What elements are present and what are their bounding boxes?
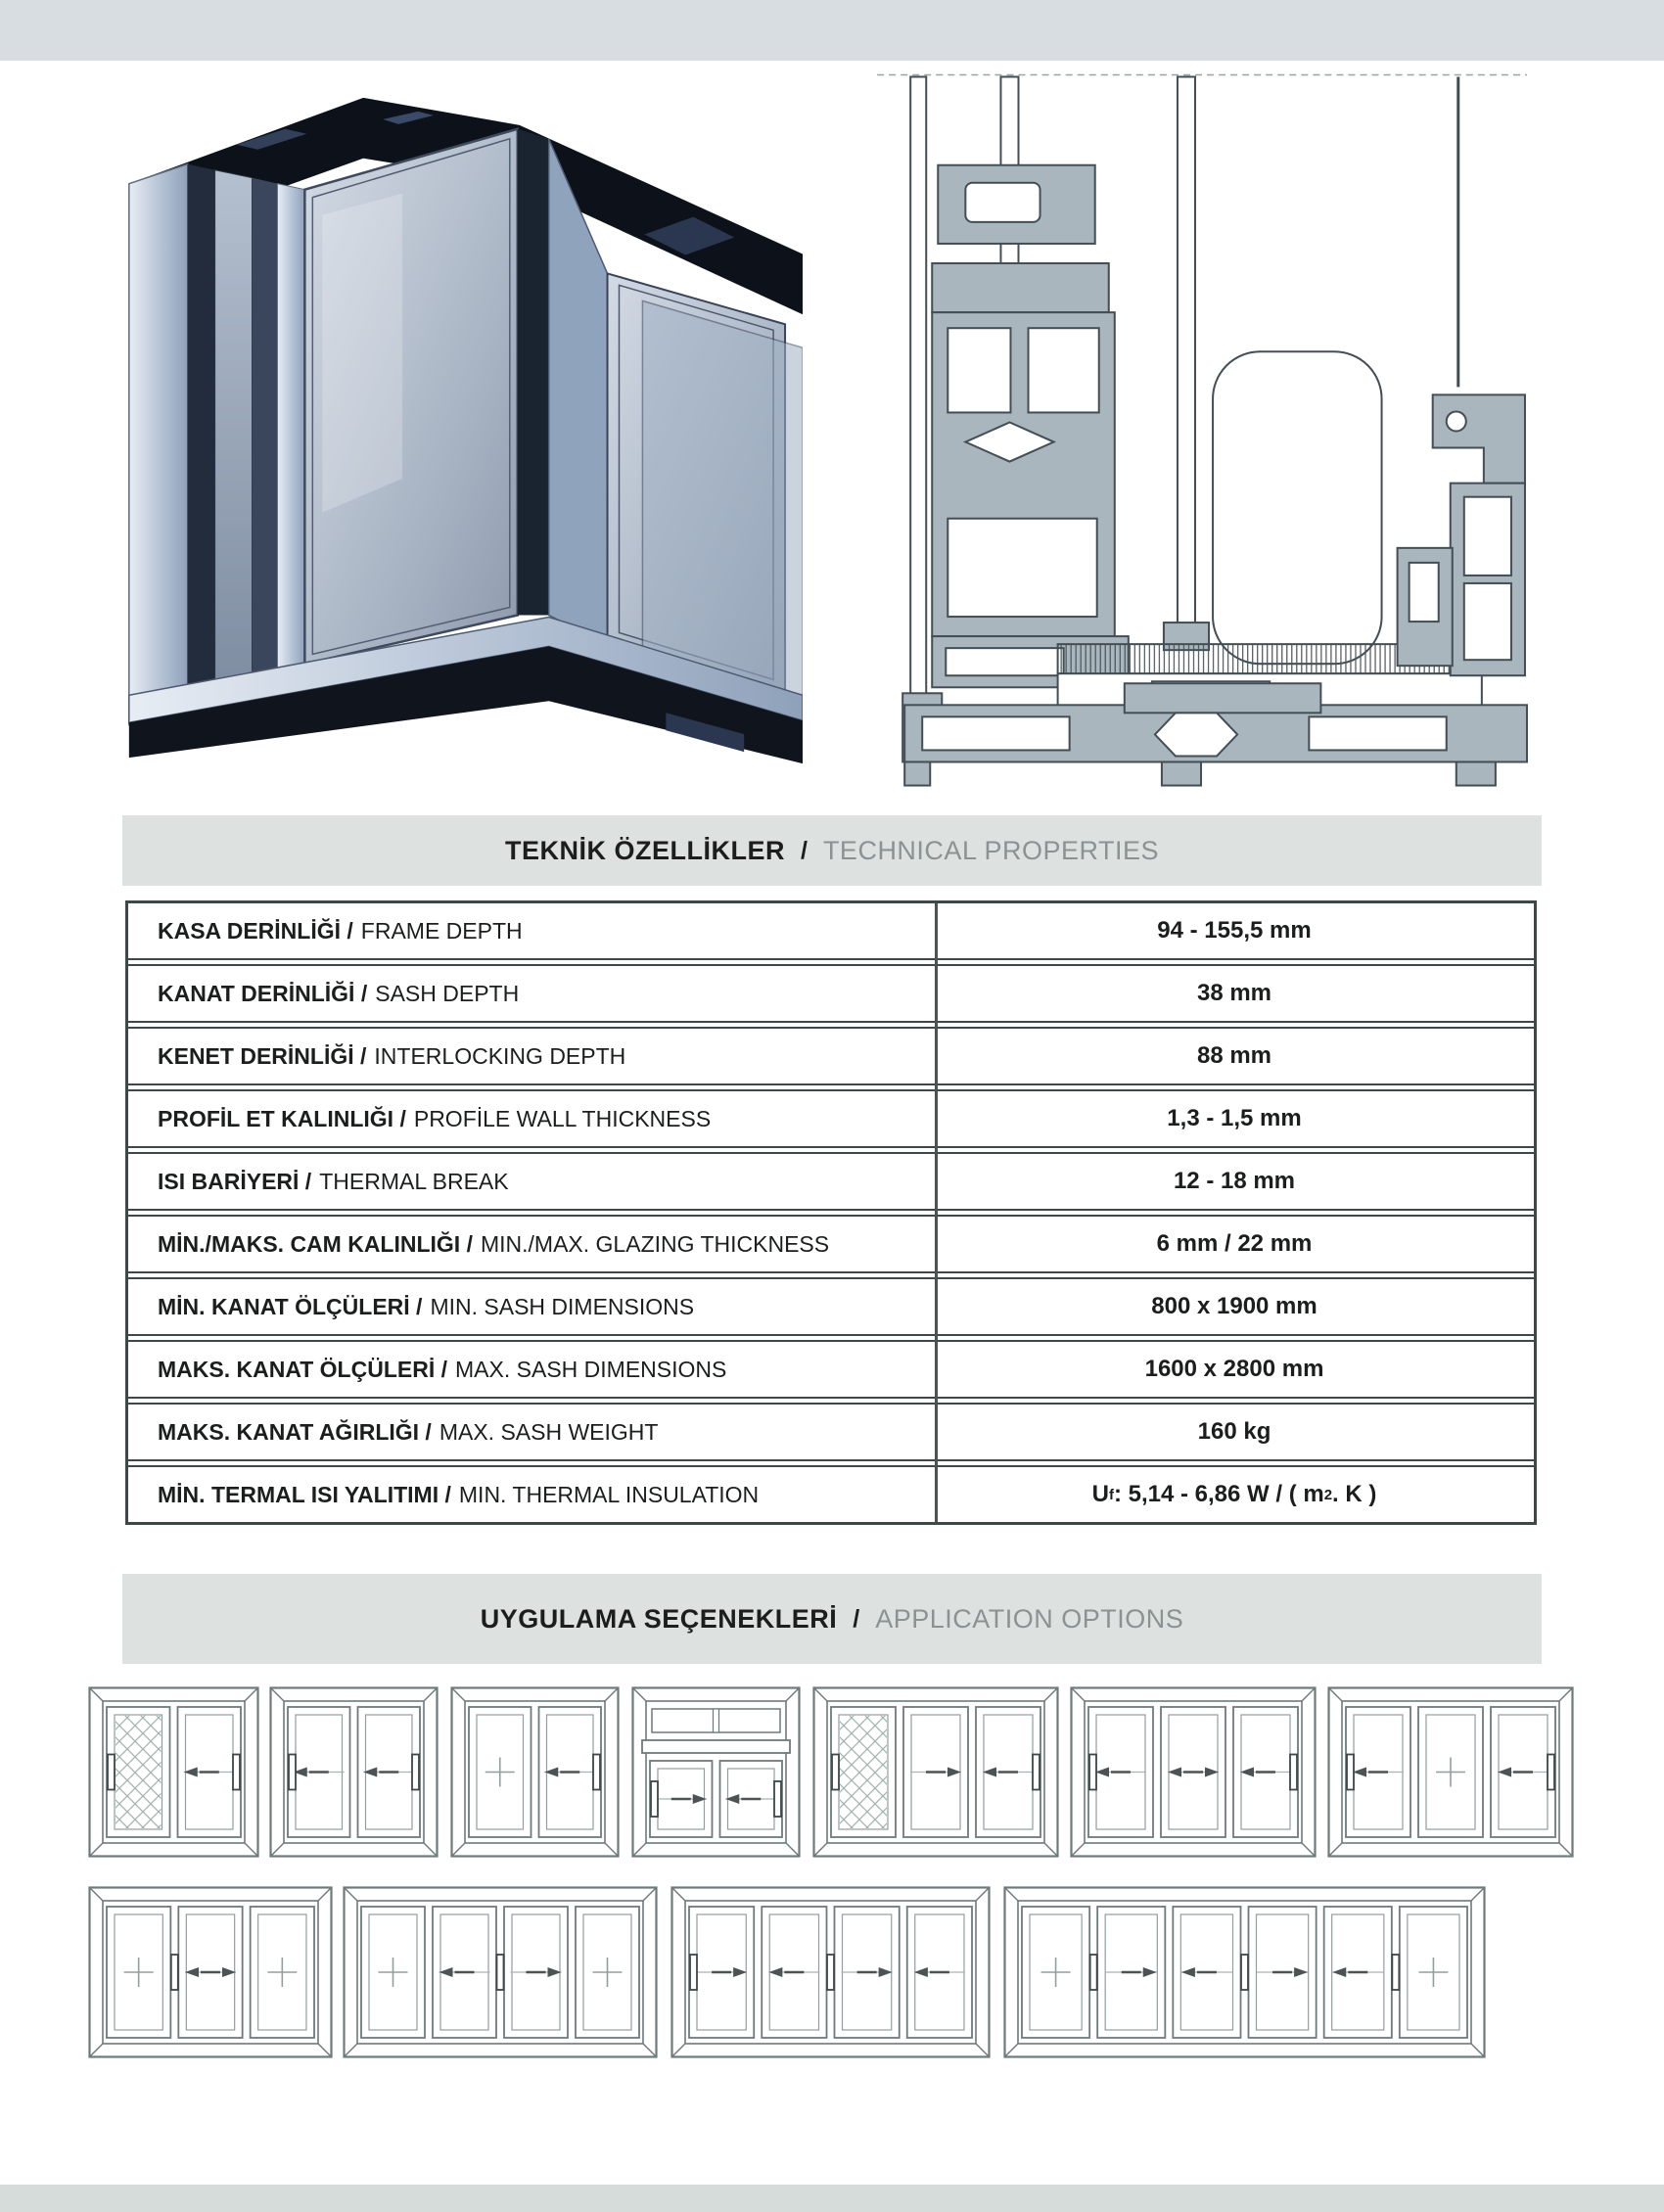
property-label: KANAT DERİNLİĞİ / SASH DEPTH [158,980,520,1006]
handle-mark [289,1755,296,1790]
property-label: MİN. KANAT ÖLÇÜLERİ / MIN. SASH DIMENSIONS [158,1293,695,1319]
property-label: KENET DERİNLİĞİ / INTERLOCKING DEPTH [158,1042,626,1069]
row-separator [128,1021,1534,1029]
row-separator [128,1397,1534,1405]
handle-mark [690,1955,697,1990]
property-value: 6 mm / 22 mm [1156,1230,1313,1257]
property-value: 88 mm [1196,1042,1272,1069]
handle-mark [1241,1955,1248,1990]
handle-mark [1089,1755,1096,1790]
handle-mark [171,1955,178,1990]
property-value: 160 kg [1197,1418,1271,1445]
property-value: 12 - 18 mm [1173,1168,1296,1194]
handle-mark [108,1755,115,1790]
property-label: KASA DERİNLİĞİ / FRAME DEPTH [158,917,523,944]
table-row [128,1279,1534,1334]
window-configuration-four-panel-all-slide [670,1886,991,2058]
handle-mark [651,1781,658,1817]
property-label: MAKS. KANAT ÖLÇÜLERİ / MAX. SASH DIMENSIONS [158,1356,727,1382]
left-frame-profile-shape [129,164,305,724]
window-configuration-three-panel-triple-slide [1070,1686,1317,1858]
center-glass-pane-shape [304,129,607,665]
row-separator [128,1271,1534,1279]
window-configuration-three-panel-fixed-slide-fixed [88,1886,333,2058]
technical-properties-title-tr: TEKNİK ÖZELLİKLER [504,835,785,865]
table-row [128,1154,1534,1209]
right-frame-section [1398,76,1525,675]
property-label: MİN./MAKS. CAM KALINLIĞI / MIN./MAX. GLAZING THICKNESS [158,1230,830,1257]
table-row [128,1091,1534,1146]
property-label: MAKS. KANAT AĞIRLIĞI / MAX. SASH WEIGHT [158,1418,659,1445]
handle-mark [1392,1955,1399,1990]
technical-properties-header [122,815,1542,886]
window-configuration-two-panel-double-slide [269,1686,439,1858]
application-options-title-tr: UYGULAMA SEÇENEKLERİ [480,1603,838,1634]
table-column-divider [935,903,938,1522]
row-separator [128,1209,1534,1217]
handle-mark [1548,1755,1554,1790]
title-separator: / [800,836,808,864]
handle-mark [1090,1955,1097,1990]
properties-table [125,900,1537,1525]
handle-mark [1033,1755,1040,1790]
window-configuration-two-panel-mesh-slide [88,1686,259,1858]
table-row [128,966,1534,1021]
handle-mark [412,1755,419,1790]
profile-section-drawing [848,57,1535,799]
footer-band [0,2185,1664,2212]
table-row [128,903,1534,958]
profile-3d-render-image [61,67,803,793]
table-row [128,1467,1534,1522]
table-row [128,1342,1534,1397]
row-separator [128,958,1534,966]
handle-mark [233,1755,240,1790]
property-value: 800 x 1900 mm [1151,1293,1317,1319]
row-separator [128,1459,1534,1467]
handle-mark [593,1755,600,1790]
property-value: U f : 5,14 - 6,86 W / ( m 2 . K ) [1091,1481,1377,1507]
property-label: MİN. TERMAL ISI YALITIMI / MIN. THERMAL INSULATION [158,1481,760,1507]
handle-mark [1290,1755,1297,1790]
center-glass-section [1164,76,1382,664]
application-options-header [122,1574,1542,1664]
title-separator: / [853,1604,860,1633]
property-label: ISI BARİYERİ / THERMAL BREAK [158,1168,509,1194]
row-separator [128,1146,1534,1154]
window-configuration-three-panel-slide-fixed-slide [1327,1686,1574,1858]
window-configuration-six-panel [1003,1886,1486,2058]
window-configuration-three-panel-mesh-slide-slide [812,1686,1059,1858]
row-separator [128,1083,1534,1091]
window-configuration-two-panel-with-transom [631,1686,801,1858]
handle-mark [827,1955,834,1990]
window-configuration-four-panel-fixed-ends [343,1886,658,2058]
table-row [128,1029,1534,1083]
handle-mark [1347,1755,1354,1790]
handle-mark [497,1955,504,1990]
handle-mark [832,1755,839,1790]
property-label: PROFİL ET KALINLIĞI / PROFİLE WALL THICKNESS [158,1105,712,1131]
property-value: 1,3 - 1,5 mm [1167,1105,1302,1131]
row-separator [128,1334,1534,1342]
property-value: 94 - 155,5 mm [1157,917,1312,944]
table-row [128,1405,1534,1459]
technical-properties-title-en: TECHNICAL PROPERTIES [822,835,1160,865]
header-band [0,0,1664,61]
application-options-title-en: APPLICATION OPTIONS [875,1603,1184,1634]
property-value: 1600 x 2800 mm [1144,1356,1324,1382]
handle-mark [774,1781,781,1817]
table-row [128,1217,1534,1271]
property-value: 38 mm [1196,980,1272,1006]
window-configuration-two-panel-fixed-slide [450,1686,620,1858]
